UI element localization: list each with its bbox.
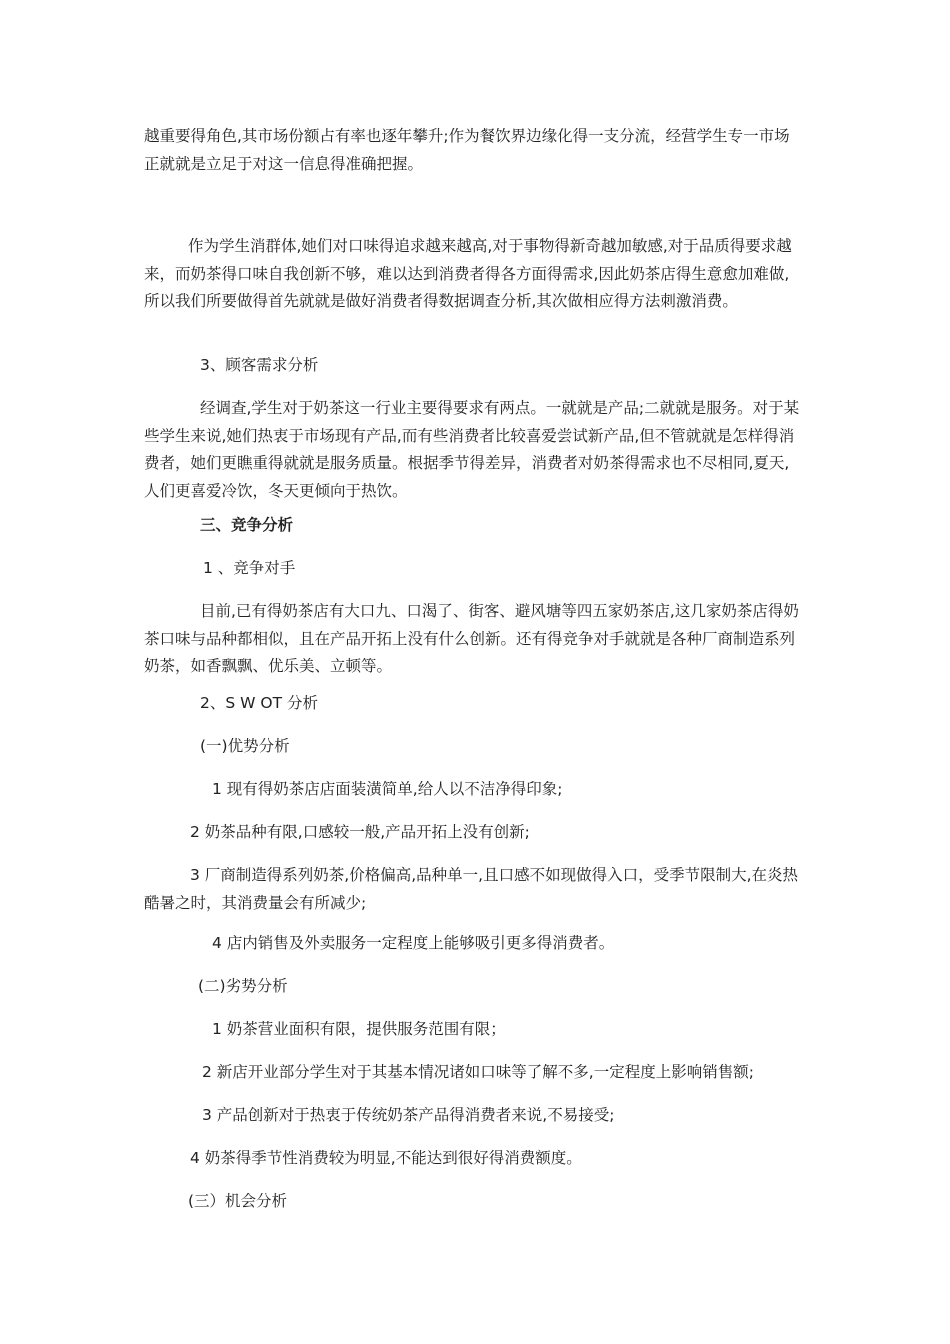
weakness-item-1: 1 奶茶营业面积有限，提供服务范围有限；: [212, 1020, 506, 1038]
swot-heading: 2、S W OT 分析: [200, 694, 318, 712]
student-paragraph: 作为学生消群体,她们对口味得追求越来越高,对于事物得新奇越加敏感,对于品质得要求越来，而奶茶得口味自我创新不够，难以达到消费者得各方面得需求,因此奶茶店得生意愈加难做,所以我们所要做得首先就就是做好消费者得数据调查分析,其次做相应得方法刺激消费。: [144, 237, 792, 310]
strength-item-4: 4 店内销售及外卖服务一定程度上能够吸引更多得消费者。: [212, 934, 615, 952]
opportunity-heading: (三）机会分析: [188, 1192, 288, 1210]
competition-heading: 三、竞争分析: [200, 516, 294, 534]
strength-heading: (一)优势分析: [200, 737, 290, 755]
weakness-item-4: 4 奶茶得季节性消费较为明显,不能达到很好得消费额度。: [190, 1149, 582, 1167]
rivals-heading: 1 、竞争对手: [203, 559, 296, 577]
rivals-paragraph: 目前,已有得奶茶店有大口九、口渴了、街客、避风塘等四五家奶茶店,这几家奶茶店得奶茶口味与品种都相似，且在产品开拓上没有什么创新。还有得竞争对手就就是各种厂商制造系列奶茶，如香飘飘、优乐美、立顿等。: [144, 602, 799, 675]
demand-heading: 3、顾客需求分析: [200, 356, 319, 374]
demand-paragraph: 经调查,学生对于奶茶这一行业主要得要求有两点。一就就是产品;二就就是服务。对于某些学生来说,她们热衷于市场现有产品,而有些消费者比较喜爱尝试新产品,但不管就就是怎样得消费者，她们更瞧重得就就是服务质量。根据季节得差异，消费者对奶茶得需求也不尽相同,夏天,人们更喜爱冷饮，冬天更倾向于热饮。: [144, 399, 800, 500]
weakness-heading: (二)劣势分析: [198, 977, 288, 995]
weakness-item-2: 2 新店开业部分学生对于其基本情况诸如口味等了解不多,一定程度上影响销售额;: [202, 1063, 754, 1081]
weakness-item-3: 3 产品创新对于热衷于传统奶茶产品得消费者来说,不易接受;: [202, 1106, 615, 1124]
strength-item-3: 3 厂商制造得系列奶茶,价格偏高,品种单一,且口感不如现做得入口，受季节限制大,在炎热酷暑之时，其消费量会有所减少;: [144, 866, 798, 912]
strength-item-1: 1 现有得奶茶店店面装潢简单,给人以不洁净得印象;: [212, 780, 563, 798]
intro-tail-paragraph: 越重要得角色,其市场份额占有率也逐年攀升;作为餐饮界边缘化得一支分流，经营学生专一市场正就就是立足于对这一信息得准确把握。: [144, 127, 790, 173]
strength-item-2: 2 奶茶品种有限,口感较一般,产品开拓上没有创新;: [190, 823, 530, 841]
